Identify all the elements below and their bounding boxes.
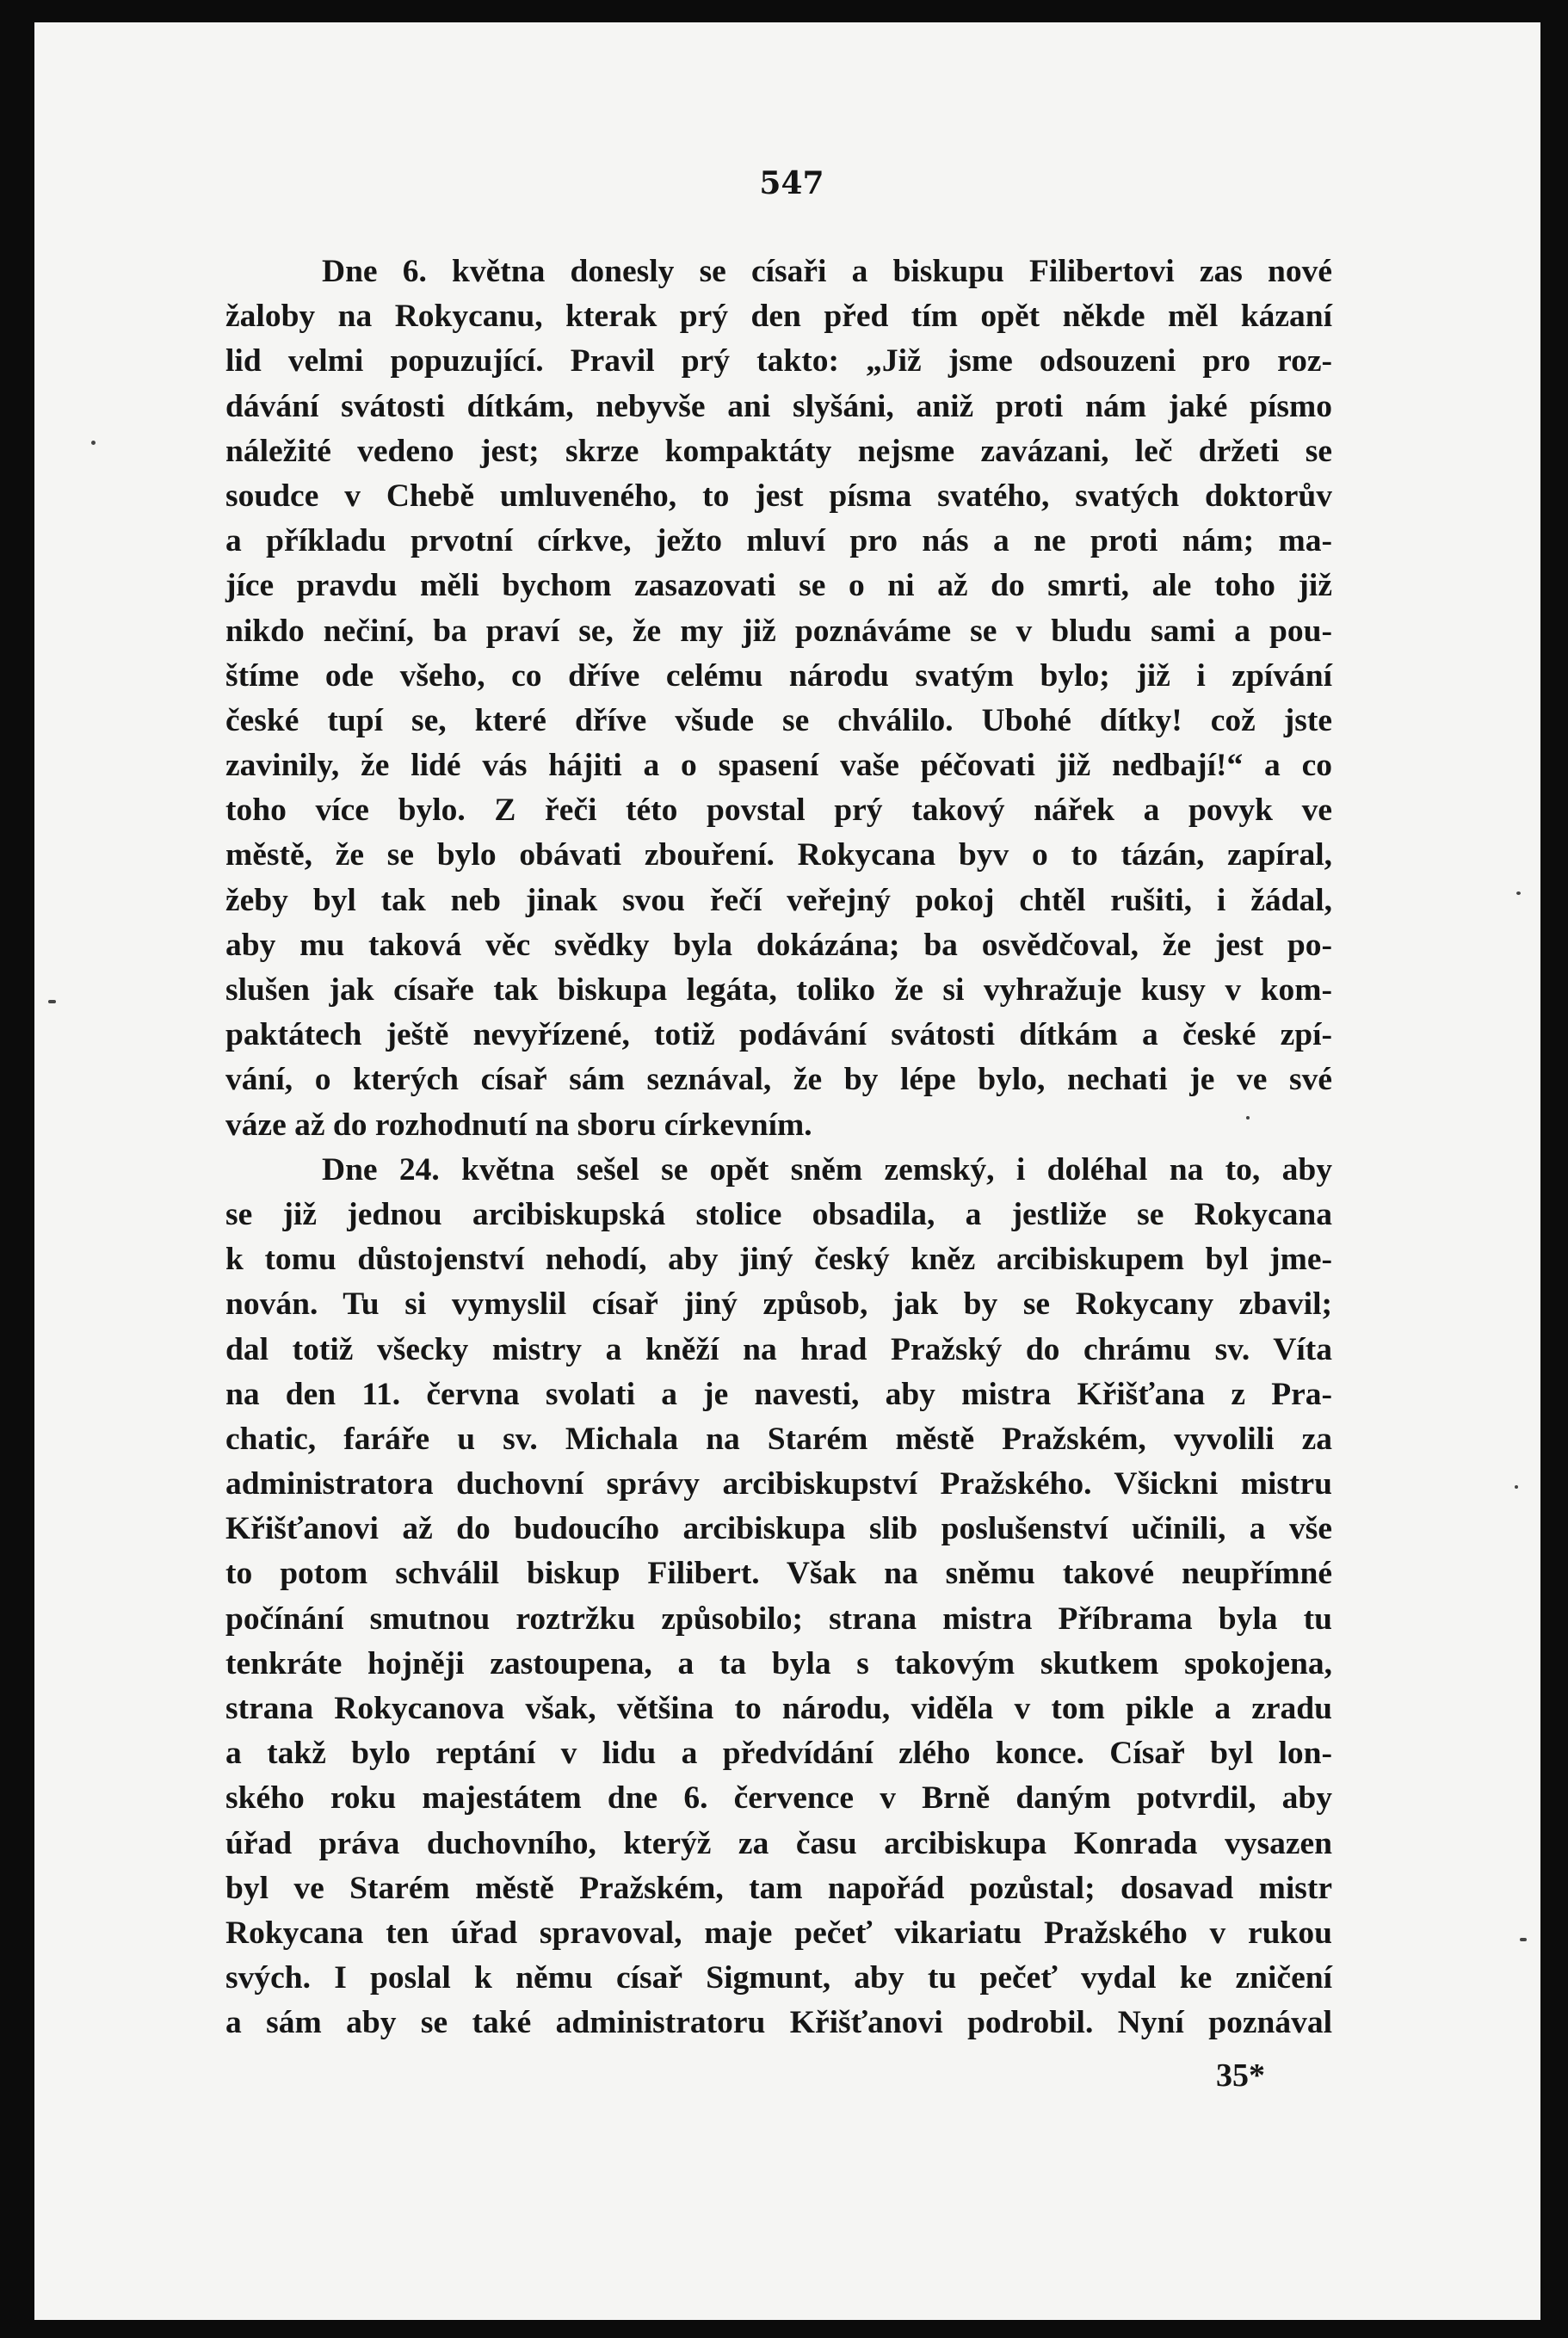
text-line: administratora duchovní správy arcibiskupství Pražského. Všickni mistru [225,1466,1332,1502]
text-line: tenkráte hojněji zastoupena, a ta byla s takovým skutkem spokojena, [225,1645,1332,1681]
text-line: strana Rokycanova však, většina to národu, viděla v tom pikle a zradu [225,1691,1332,1726]
text-line: Křišťanovi až do budoucího arcibiskupa slib poslušenství učinili, a vše [225,1511,1332,1547]
text-line: zavinily, že lidé vás hájiti a o spasení vaše péčovati již nedbají!“ a co [225,748,1332,784]
text-line: nikdo nečiní, ba praví se, že my již poznáváme se v bludu sami a pou- [225,613,1332,649]
text-line: váze až do rozhodnutí na sboru církevním. [225,1107,812,1143]
print-speck [1516,891,1521,895]
text-line: byl ve Starém městě Pražském, tam napořád pozůstal; dosavad mistr [225,1870,1332,1906]
text-line: úřad práva duchovního, kterýž za času arcibiskupa Konrada vysazen [225,1825,1332,1861]
text-line: slušen jak císaře tak biskupa legáta, toliko že si vyhražuje kusy v kom- [225,972,1332,1008]
text-line: paktátech ještě nevyřízené, totiž podávání svátosti dítkám a české zpí- [225,1017,1332,1053]
print-speck [1246,1116,1250,1120]
text-line: Dne 6. května donesly se císaři a biskupu Filibertovi zas nové [322,254,1332,289]
text-line: dal totiž všecky mistry a kněží na hrad Pražský do chrámu sv. Víta [225,1331,1332,1367]
print-speck [91,441,96,445]
print-speck [1515,1485,1518,1489]
text-line: na den 11. června svolati a je navesti, aby mistra Křišťana z Pra- [225,1376,1332,1412]
paragraph [225,250,1332,1148]
text-line: Rokycana ten úřad spravoval, maje pečeť vikariatu Pražského v rukou [225,1915,1332,1951]
text-line: náležité vedeno jest; skrze kompaktáty nejsme zavázani, leč držeti se [225,433,1332,469]
text-line: Dne 24. května sešel se opět sněm zemský, i doléhal na to, aby [322,1151,1332,1188]
signature-mark: 35* [1216,2057,1265,2094]
print-speck [48,1000,56,1003]
text-line: a sám aby se také administratoru Křišťanovi podrobil. Nyní poznával [225,2005,1332,2041]
text-line: a příkladu prvotní církve, ježto mluví pro nás a ne proti nám; ma- [225,523,1332,559]
text-line: soudce v Chebě umluveného, to jest písma svatého, svatých doktorův [225,478,1332,514]
text-line: k tomu důstojenství nehodí, aby jiný český kněz arcibiskupem byl jme- [225,1242,1332,1278]
page-number: 547 [759,165,824,201]
text-line: svých. I poslal k němu císař Sigmunt, aby tu pečeť vydal ke zničení [225,1960,1332,1996]
text-line: aby mu taková věc svědky byla dokázána; ba osvědčoval, že jest po- [225,927,1332,963]
text-line: nován. Tu si vymyslil císař jiný způsob, jak by se Rokycany zbavil; [225,1286,1332,1323]
body-text [225,250,1332,2046]
text-line: žeby byl tak neb jinak svou řečí veřejný pokoj chtěl rušiti, i žádal, [225,882,1332,918]
text-line: počínání smutnou roztržku způsobilo; strana mistra Příbrama byla tu [225,1601,1332,1637]
text-line: městě, že se bylo obávati zbouření. Rokycana byv o to tázán, zapíral, [225,837,1332,873]
text-line: se již jednou arcibiskupská stolice obsadila, a jestliže se Rokycana [225,1196,1332,1232]
text-line: a takž bylo reptání v lidu a předvídání zlého konce. Císař byl lon- [225,1736,1332,1772]
print-speck [1520,1938,1527,1941]
text-line: chatic, faráře u sv. Michala na Starém městě Pražském, vyvolili za [225,1421,1332,1457]
text-line: jíce pravdu měli bychom zasazovati se o ni až do smrti, ale toho již [225,568,1332,604]
text-line: to potom schválil biskup Filibert. Však na sněmu takové neupřímné [225,1556,1332,1592]
text-line: české tupí se, které dříve všude se chválilo. Ubohé dítky! což jste [225,702,1332,738]
text-line: toho více bylo. Z řeči této povstal prý takový nářek a povyk ve [225,793,1332,829]
text-line: štíme ode všeho, co dříve celému národu svatým bylo; již i zpívání [225,657,1332,694]
paragraph [225,1148,1332,2046]
text-line: žaloby na Rokycanu, kterak prý den před tím opět někde měl kázaní [225,299,1332,335]
text-line: ského roku majestátem dne 6. července v Brně daným potvrdil, aby [225,1780,1332,1817]
text-line: lid velmi popuzující. Pravil prý takto: „Již jsme odsouzeni pro roz- [225,343,1332,379]
text-line: vání, o kterých císař sám seznával, že by lépe bylo, nechati je ve své [225,1062,1332,1098]
text-line: dávání svátosti dítkám, nebyvše ani slyšáni, aniž proti nám jaké písmo [225,388,1332,424]
